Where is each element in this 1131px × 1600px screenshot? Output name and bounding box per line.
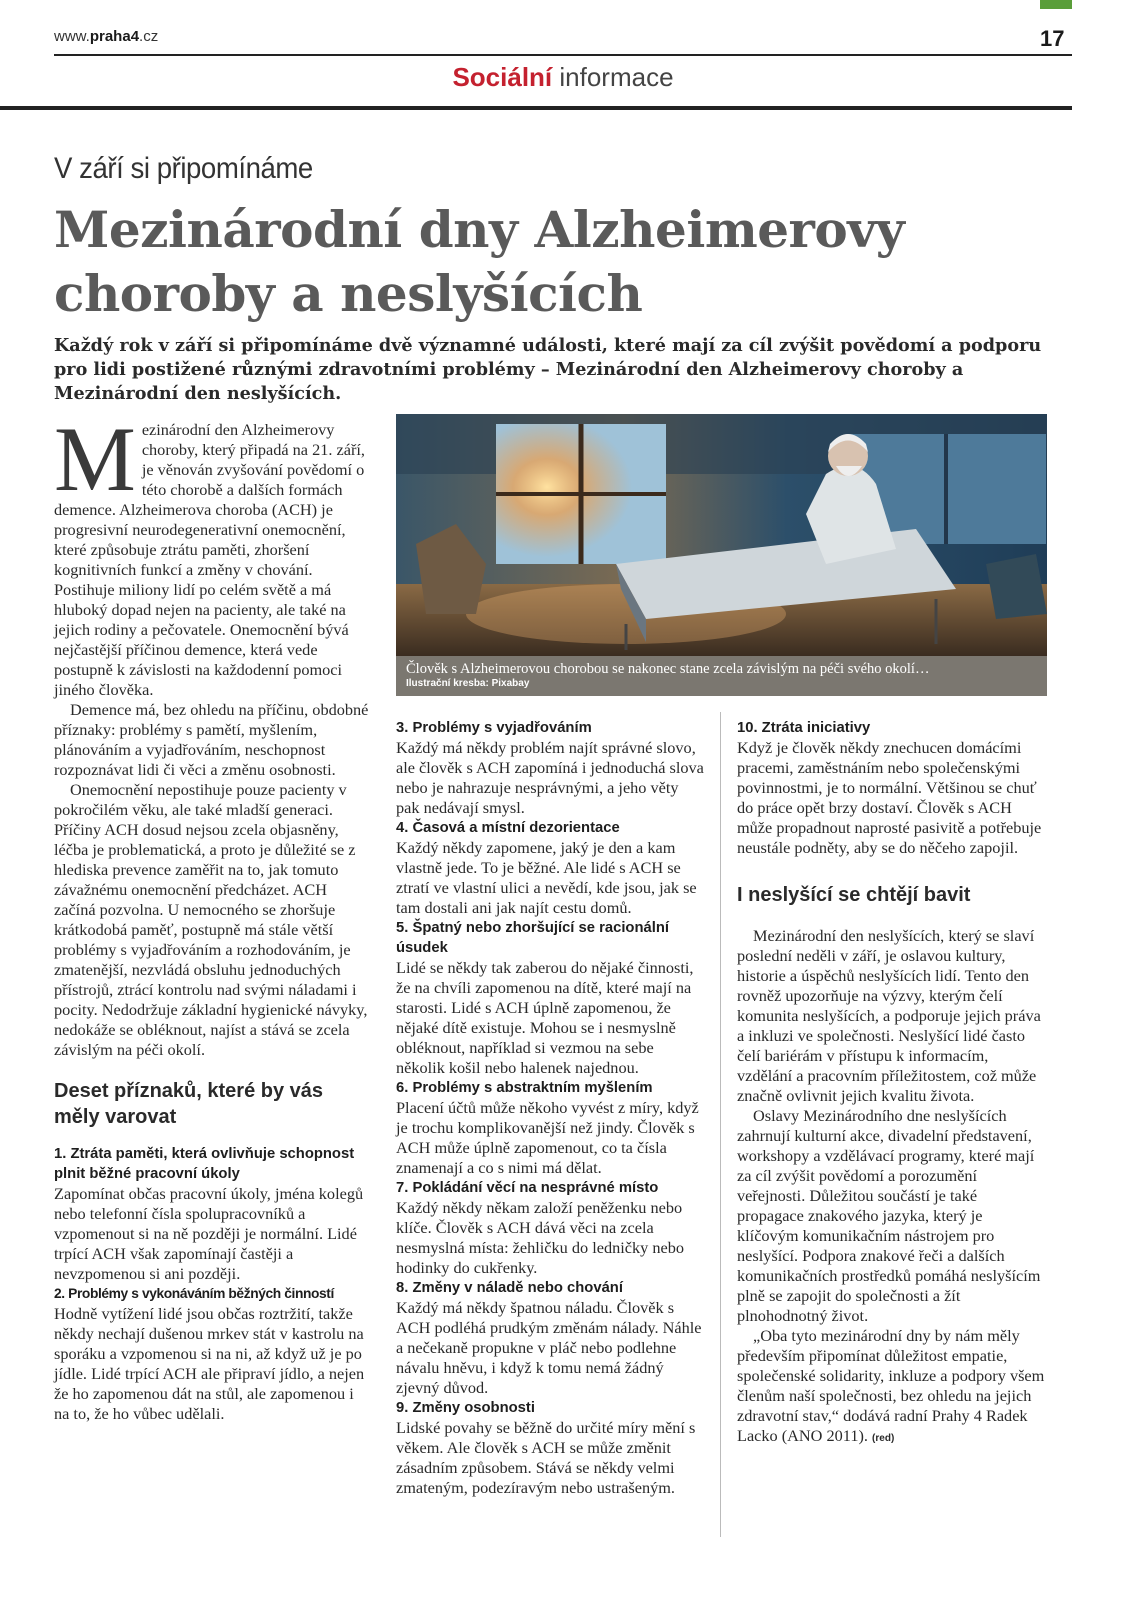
sign-3-text: Každý má někdy problém najít správné slovo, ale člověk s ACH zapomíná i jednoduchá slova nebo je nahrazuje nesprávnými, a jeho věty pak nedávají smysl. <box>396 738 704 817</box>
sign-8-text: Každý má někdy špatnou náladu. Člověk s ACH podléhá prudkým změnám nálady. Náhle a nečekaně propukne v pláč nebo podlehne návalu hněvu, i když k tomu nemá žádný zjevný důvod. <box>396 1298 702 1397</box>
subheading-deaf: I neslyšící se chtějí bavit <box>737 884 971 906</box>
site-url-suffix: .cz <box>139 28 159 45</box>
column-2 <box>396 718 704 1498</box>
sign-10-text: Když je člověk někdy znechucen domácími pracemi, zaměstnáním nebo společenskými povinnostmi, je to normální. Většinou se chuť do práce opět brzy dostaví. Člověk s ACH může propadnout naprosté pasivitě a potřebuje neustále podněty, aby se do něčeho zapojil. <box>737 738 1042 857</box>
article-lead: Každý rok v září si připomínáme dvě významné události, které mají za cíl zvýšit povědomí a podporu pro lidi postižené různými zdravotními problémy – Mezinárodní den Alzheimerovy choroby a Mezinárodní den neslyšících. <box>54 335 1042 404</box>
sign-9-text: Lidské povahy se běžně do určité míry mění s věkem. Ale člověk s ACH se může změnit zásadním způsobem. Stává se někdy velmi zmateným, podezíravým nebo ustrašeným. <box>396 1418 696 1497</box>
sign-7-text: Každý někdy někam založí peněženku nebo klíče. Člověk s ACH dává věci na zcela nesmyslná místa: žehličku do ledničky nebo hodinky do cukřenky. <box>396 1198 685 1277</box>
sign-7-heading: 7. Pokládání věcí na nesprávné místo <box>396 1180 659 1196</box>
sign-3-heading: 3. Problémy s vyjadřováním <box>396 720 592 736</box>
signature: (red) <box>872 1433 895 1444</box>
sign-10-heading: 10. Ztráta iniciativy <box>737 720 871 736</box>
section-title-bold: Sociální <box>452 62 553 92</box>
sign-4-heading: 4. Časová a místní dezorientace <box>396 820 620 836</box>
paragraph-symptoms: Demence má, bez ohledu na příčinu, obdobné příznaky: problémy s pamětí, myšlením, plánováním a vyjadřováním, neschopnost rozpoznávat lidi či věci a změnu osobnosti. <box>54 700 369 779</box>
sign-2-text: Hodně vytížení lidé jsou občas roztržití, takže někdy nechají dušenou mrkev stát v kastrolu na sporáku a vzpomenou si na ni, až když už je po jídle. Lidé trpící ACH ale připraví jídlo, a nejen že ho zapomenou dát na stůl, ale zapomenou i na to, že ho vůbec udělali. <box>54 1304 365 1423</box>
photo-credit: Ilustrační kresba: Pixabay <box>406 678 530 689</box>
sign-5-heading: 5. Špatný nebo zhoršující se racionální úsudek <box>396 920 669 956</box>
paragraph-causes: Onemocnění nepostihuje pouze pacienty v pokročilém věku, ale také mladší generaci. Příčiny ACH dosud nejsou zcela objasněny, léčba je problematická, a proto je důležité se z hlediska prevence zaměřit na to, jak tomuto závažnému onemocnění předcházet. ACH začíná pozvolna. U nemocného se zhoršuje krátkodobá paměť, postupně má stále větší problémy s vyjadřováním a rozhodováním, je zmatenější, nezvládá obsluhu jednoduchých přístrojů, ztrácí kontrolu nad svými náladami i pocity. Nedodržuje základní hygienické návyky, nedokáže se obléknout, najíst a stává se zcela závislým na péči okolí. <box>54 780 368 1059</box>
site-url-prefix: www. <box>54 28 90 45</box>
paragraph-deaf-celebrations: Oslavy Mezinárodního dne neslyšících zahrnují kulturní akce, divadelní představení, workshopy a vzdělávací programy, které mají za cíl zvýšit povědomí a porozumění veřejnosti. Důležitou součástí je také propagace znakového jazyka, který je klíčovým komunikačním nástrojem pro neslyšící. Podpora znakové řeči a dalších komunikačních prostředků pomáhá neslyšícím plně se zapojit do společnosti a žít plnohodnotný život. <box>737 1106 1041 1325</box>
sign-4-text: Každý někdy zapomene, jaký je den a kam vlastně jede. To je běžné. Ale lidé s ACH se ztratí ve vlastní ulici a nevědí, kde jsou, jak se tam dostali ani jak najít cestu domů. <box>396 838 697 917</box>
column-1 <box>54 408 372 1424</box>
sign-1-heading: 1. Ztráta paměti, která ovlivňuje schopnost plnit běžné pracovní úkoly <box>54 1146 355 1182</box>
article-title: Mezinárodní dny Alzheimerovy choroby a neslyšících <box>54 200 905 323</box>
sign-5-text: Lidé se někdy tak zaberou do nějaké činnosti, že na chvíli zapomenou na dítě, které mají na starosti. Lidé s ACH úplně zapomenou, že nějaké dítě existuje. Mohou se i nesmyslně obléknout, například si vezmou na sebe několik košil nebo halenek najednou. <box>396 958 694 1077</box>
column-divider <box>720 712 721 1537</box>
site-url-bold: praha4 <box>89 28 140 45</box>
page-number: 17 <box>1040 26 1065 51</box>
article-kicker: V září si připomínáme <box>54 152 313 185</box>
header-rule <box>54 54 1072 56</box>
section-rule <box>0 106 1072 110</box>
subheading-ten-signs: Deset příznaků, které by vás měly varovat <box>54 1080 324 1128</box>
green-corner-tab <box>1040 0 1072 9</box>
sign-1-text: Zapomínat občas pracovní úkoly, jména kolegů nebo telefonní čísla spolupracovníků a vzpomenout si na ně později je normální. Lidé trpící ACH však zapomínají častěji a nevzpomenou si ani později. <box>54 1184 364 1283</box>
drop-cap: M <box>54 408 136 510</box>
site-url[interactable] <box>54 28 158 45</box>
sign-6-text: Placení účtů může někoho vyvést z míry, když je trochu komplikovanější než jindy. Člověk s ACH může úplně zapomenout, co ta čísla znamenají a co s nimi má dělat. <box>396 1098 699 1177</box>
article-photo <box>396 414 1047 656</box>
paragraph-deaf-day: Mezinárodní den neslyšících, který se slaví poslední neděli v září, je oslavou kultury, historie a úspěchů neslyšících lidí. Tento den rovněž upozorňuje na výzvy, kterým čelí komunita neslyšících, a podporuje jejich práva a inkluzi ve společnosti. Neslyšící lidé často čelí bariérám v přístupu k informacím, vzdělání a pracovním příležitostem, což může značně ovlivnit jejich kvalitu života. <box>737 926 1041 1105</box>
sign-2-heading: 2. Problémy s vykonáváním běžných činností <box>54 1286 334 1301</box>
illustration-elderly-man-hospital-bed <box>396 414 1047 656</box>
paragraph-intro: ezinárodní den Alzheimerovy choroby, který připadá na 21. září, je věnován zvyšování povědomí o této chorobě a dalších formách demence. Alzheimerova choroba (ACH) je progresivní neurodegenerativní onemocnění, které způsobuje ztrátu paměti, zhoršení kognitivních funkcí a změny v chování. Postihuje miliony lidí po celém světě a má hluboký dopad nejen na pacienty, ale také na jejich rodiny a pečovatele. Onemocnění bývá nejčastější příčinou demence, která vede postupně k závislosti na každodenní pomoci jiného člověka. <box>54 420 365 699</box>
paragraph-quote <box>737 1326 1047 1449</box>
photo-caption-text: Člověk s Alzheimerovou chorobou se nakonec stane zcela závislým na péči svého okolí… <box>406 661 930 677</box>
photo-caption <box>396 656 1047 696</box>
column-3 <box>737 718 1047 1449</box>
sign-6-heading: 6. Problémy s abstraktním myšlením <box>396 1080 653 1096</box>
quote-text: „Oba tyto mezinárodní dny by nám měly především připomínat důležitost empatie, společenské solidarity, inkluze a podpory všem členům naší společnosti, bez ohledu na jejich zdravotní stav,“ dodává radní Prahy 4 Radek Lacko (ANO 2011). <box>737 1326 1045 1445</box>
section-title-rest: informace <box>552 62 674 92</box>
sign-8-heading: 8. Změny v náladě nebo chování <box>396 1280 623 1296</box>
sign-9-heading: 9. Změny osobnosti <box>396 1400 535 1416</box>
section-title <box>54 62 1072 93</box>
